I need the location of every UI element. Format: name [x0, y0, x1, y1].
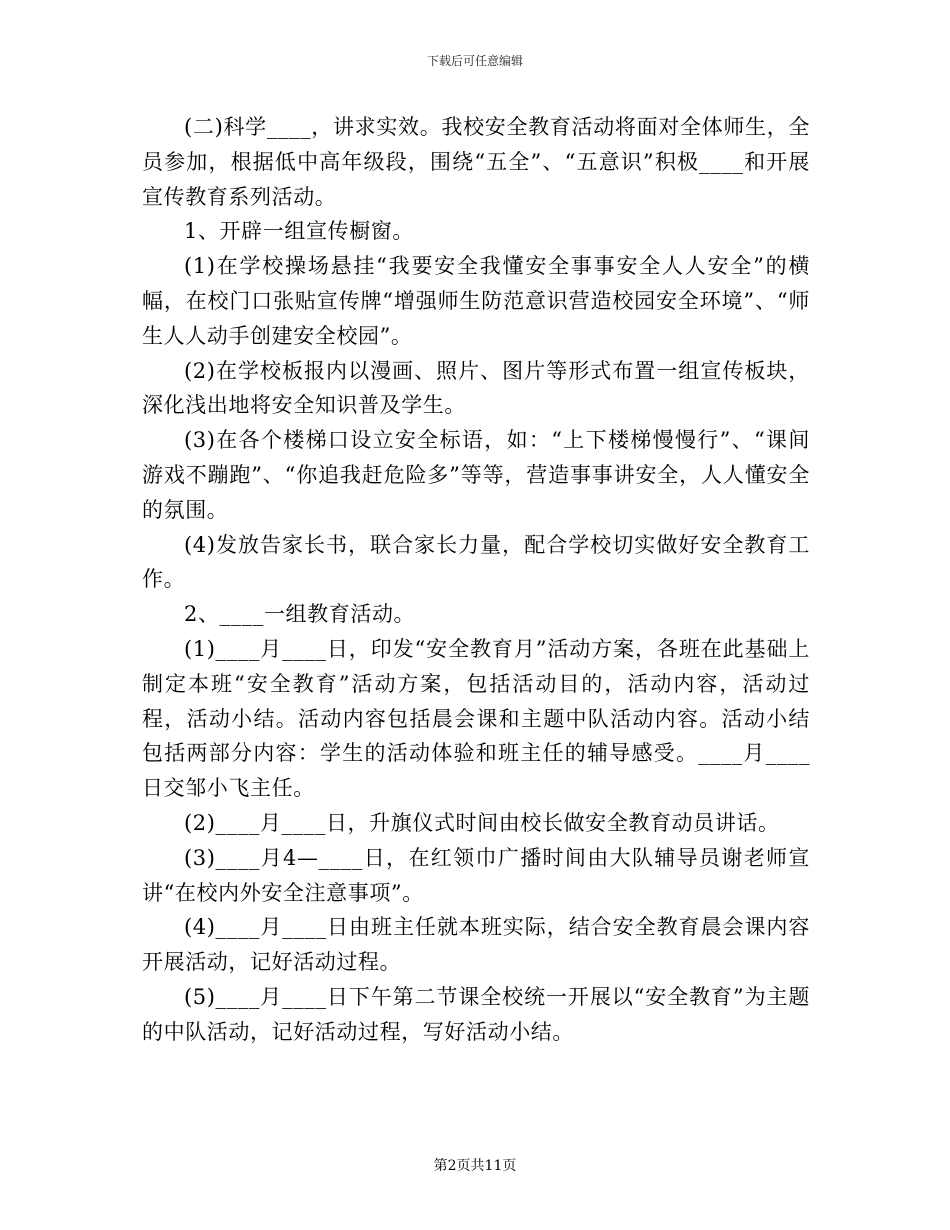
paragraph-item-1-heading: 1、开辟一组宣传橱窗。: [184, 219, 414, 244]
paragraph-item-2-heading: 2、____一组教育活动。: [184, 602, 416, 627]
document-body: [142, 110, 810, 1050]
paragraph-item-1-3: (3)在各个楼梯口设立安全标语，如：“上下楼梯慢慢行”、“课间游戏不蹦跑”、“你追我赶危险多”等等，营造事事讲安全，人人懂安全的氛围。: [142, 428, 810, 522]
paragraph-item-2-2: (2)____月____日，升旗仪式时间由校长做安全教育动员讲话。: [184, 810, 780, 835]
paragraph-item-2-4: (4)____月____日由班主任就本班实际，结合安全教育晨会课内容开展活动，记好活动过程。: [142, 915, 810, 975]
paragraph-item-1-1: (1)在学校操场悬挂“我要安全我懂安全事事安全人人安全”的横幅，在校门口张贴宣传牌“增强师生防范意识营造校园安全环境”、“师生人人动手创建安全校园”。: [142, 254, 810, 348]
page-header-note: 下载后可任意编辑: [426, 54, 523, 68]
paragraph-section-two: (二)科学____，讲求实效。我校安全教育活动将面对全体师生，全员参加，根据低中高年级段，围绕“五全”、“五意识”积极____和开展宣传教育系列活动。: [142, 115, 810, 209]
page-number-footer: 第2页共11页: [433, 1158, 517, 1174]
paragraph-item-1-2: (2)在学校板报内以漫画、照片、图片等形式布置一组宣传板块，深化浅出地将安全知识普及学生。: [142, 358, 810, 418]
paragraph-item-2-1: (1)____月____日，印发“安全教育月”活动方案，各班在此基础上制定本班“安全教育”活动方案，包括活动目的，活动内容，活动过程，活动小结。活动内容包括晨会课和主题中队活动内容。活动小结包括两部分内容：学生的活动体验和班主任的辅导感受。____月____日交邹小飞主任。: [142, 636, 810, 801]
paragraph-item-1-4: (4)发放告家长书，联合家长力量，配合学校切实做好安全教育工作。: [142, 532, 810, 592]
paragraph-item-2-3: (3)____月4—____日，在红领巾广播时间由大队辅导员谢老师宣讲“在校内外安全注意事项”。: [142, 845, 810, 905]
paragraph-item-2-5: (5)____月____日下午第二节课全校统一开展以“安全教育”为主题的中队活动，记好活动过程，写好活动小结。: [142, 984, 810, 1044]
